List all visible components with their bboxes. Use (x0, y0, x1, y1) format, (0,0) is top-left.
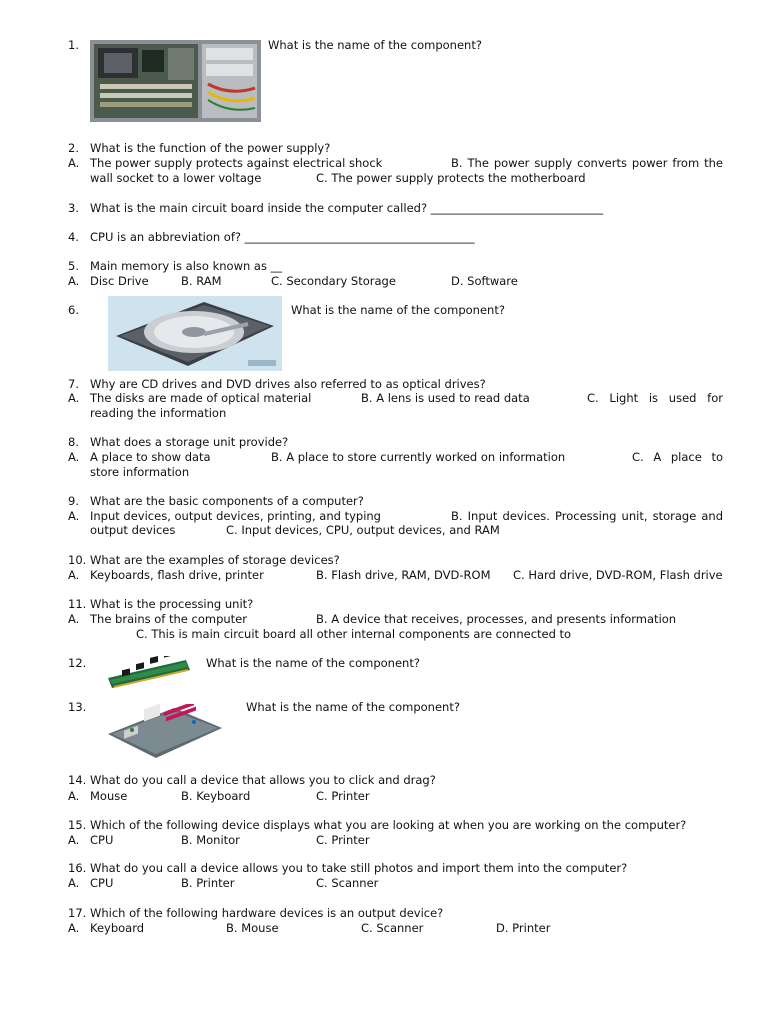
question-number: 10. (68, 553, 87, 567)
option-b: B. A lens is used to read data (361, 391, 530, 405)
option-c: C. Hard drive, DVD-ROM, Flash drive (513, 568, 723, 582)
option-letter: A. (68, 274, 80, 288)
question-text: What is the processing unit? (90, 597, 254, 611)
question-number: 15. (68, 818, 87, 832)
question-text: What is the name of the component? (246, 700, 460, 714)
option-letter: A. (68, 612, 80, 626)
question-text: What is the main circuit board inside the computer called? ______________________________ (90, 201, 604, 215)
option-letter: A. (68, 450, 80, 464)
ram-module-image (106, 656, 192, 692)
motherboard-image (104, 704, 226, 762)
option-d: D. Printer (496, 921, 551, 935)
question-number: 11. (68, 597, 87, 611)
option-letter: A. (68, 156, 80, 170)
option-b: B. Keyboard (181, 789, 251, 803)
option-letter: A. (68, 789, 80, 803)
option-letter: A. (68, 833, 80, 847)
hard-drive-image (108, 296, 282, 371)
option-b: B. The power supply converts power from the (451, 156, 723, 170)
option-c: C. A place to (632, 450, 723, 464)
question-number: 14. (68, 773, 87, 787)
question-text: Which of the following device displays what you are looking at when you are working on the computer? (90, 818, 687, 832)
question-text: What is the function of the power supply? (90, 141, 331, 155)
option-a: Disc Drive (90, 274, 149, 288)
question-number: 4. (68, 230, 79, 244)
question-number: 16. (68, 861, 87, 875)
question-text: What does a storage unit provide? (90, 435, 289, 449)
question-number: 3. (68, 201, 79, 215)
question-text: What is the name of the component? (268, 38, 482, 52)
option-c: C. Secondary Storage (271, 274, 396, 288)
option-c: C. The power supply protects the motherboard (316, 171, 586, 185)
option-c: C. Scanner (361, 921, 424, 935)
question-text: What are the basic components of a computer? (90, 494, 364, 508)
option-letter: A. (68, 391, 80, 405)
option-b: B. Mouse (226, 921, 279, 935)
option-c: C. This is main circuit board all other internal components are connected to (136, 627, 572, 641)
option-letter: A. (68, 876, 80, 890)
option-d: D. Software (451, 274, 518, 288)
option-c: C. Printer (316, 833, 370, 847)
option-c: C. Input devices, CPU, output devices, and RAM (226, 523, 500, 537)
option-b: B. Flash drive, RAM, DVD-ROM (316, 568, 491, 582)
option-a: A place to show data (90, 450, 211, 464)
option-b: B. A place to store currently worked on information (271, 450, 566, 464)
option-letter: A. (68, 568, 80, 582)
question-text: What do you call a device that allows you to click and drag? (90, 773, 436, 787)
option-b: B. A device that receives, processes, and presents information (316, 612, 677, 626)
question-number: 8. (68, 435, 79, 449)
question-text: Which of the following hardware devices is an output device? (90, 906, 444, 920)
question-number: 13. (68, 700, 87, 714)
question-number: 2. (68, 141, 79, 155)
question-number: 7. (68, 377, 79, 391)
option-letter: A. (68, 921, 80, 935)
question-text: What is the name of the component? (206, 656, 420, 670)
question-number: 5. (68, 259, 79, 273)
question-text: Main memory is also known as __ (90, 259, 283, 273)
question-text: What is the name of the component? (291, 303, 505, 317)
question-number: 6. (68, 303, 79, 317)
option-b-continued: wall socket to a lower voltage (90, 171, 262, 185)
option-c: C. Light is used for (587, 391, 723, 405)
option-a: Input devices, output devices, printing, and typing (90, 509, 381, 523)
option-c: C. Scanner (316, 876, 379, 890)
option-a: Keyboards, flash drive, printer (90, 568, 264, 582)
option-a: The brains of the computer (90, 612, 247, 626)
question-number: 1. (68, 38, 79, 52)
option-b: B. Monitor (181, 833, 240, 847)
question-text: What are the examples of storage devices? (90, 553, 340, 567)
option-b: B. Input devices. Processing unit, storage and (451, 509, 723, 523)
question-text: Why are CD drives and DVD drives also referred to as optical drives? (90, 377, 486, 391)
option-c: C. Printer (316, 789, 370, 803)
question-number: 17. (68, 906, 87, 920)
question-text: CPU is an abbreviation of? ________________________________________ (90, 230, 475, 244)
option-b: B. Printer (181, 876, 235, 890)
option-letter: A. (68, 509, 80, 523)
option-a: The power supply protects against electrical shock (90, 156, 383, 170)
option-a: The disks are made of optical material (90, 391, 312, 405)
question-number: 12. (68, 656, 87, 670)
computer-case-image (90, 40, 261, 122)
option-c-continued: store information (90, 465, 190, 479)
question-number: 9. (68, 494, 79, 508)
question-text: What do you call a device allows you to take still photos and import them into the computer? (90, 861, 628, 875)
option-b-continued: output devices (90, 523, 176, 537)
option-a: CPU (90, 876, 114, 890)
option-a: Keyboard (90, 921, 145, 935)
option-b: B. RAM (181, 274, 222, 288)
option-c-continued: reading the information (90, 406, 227, 420)
option-a: CPU (90, 833, 114, 847)
option-a: Mouse (90, 789, 128, 803)
